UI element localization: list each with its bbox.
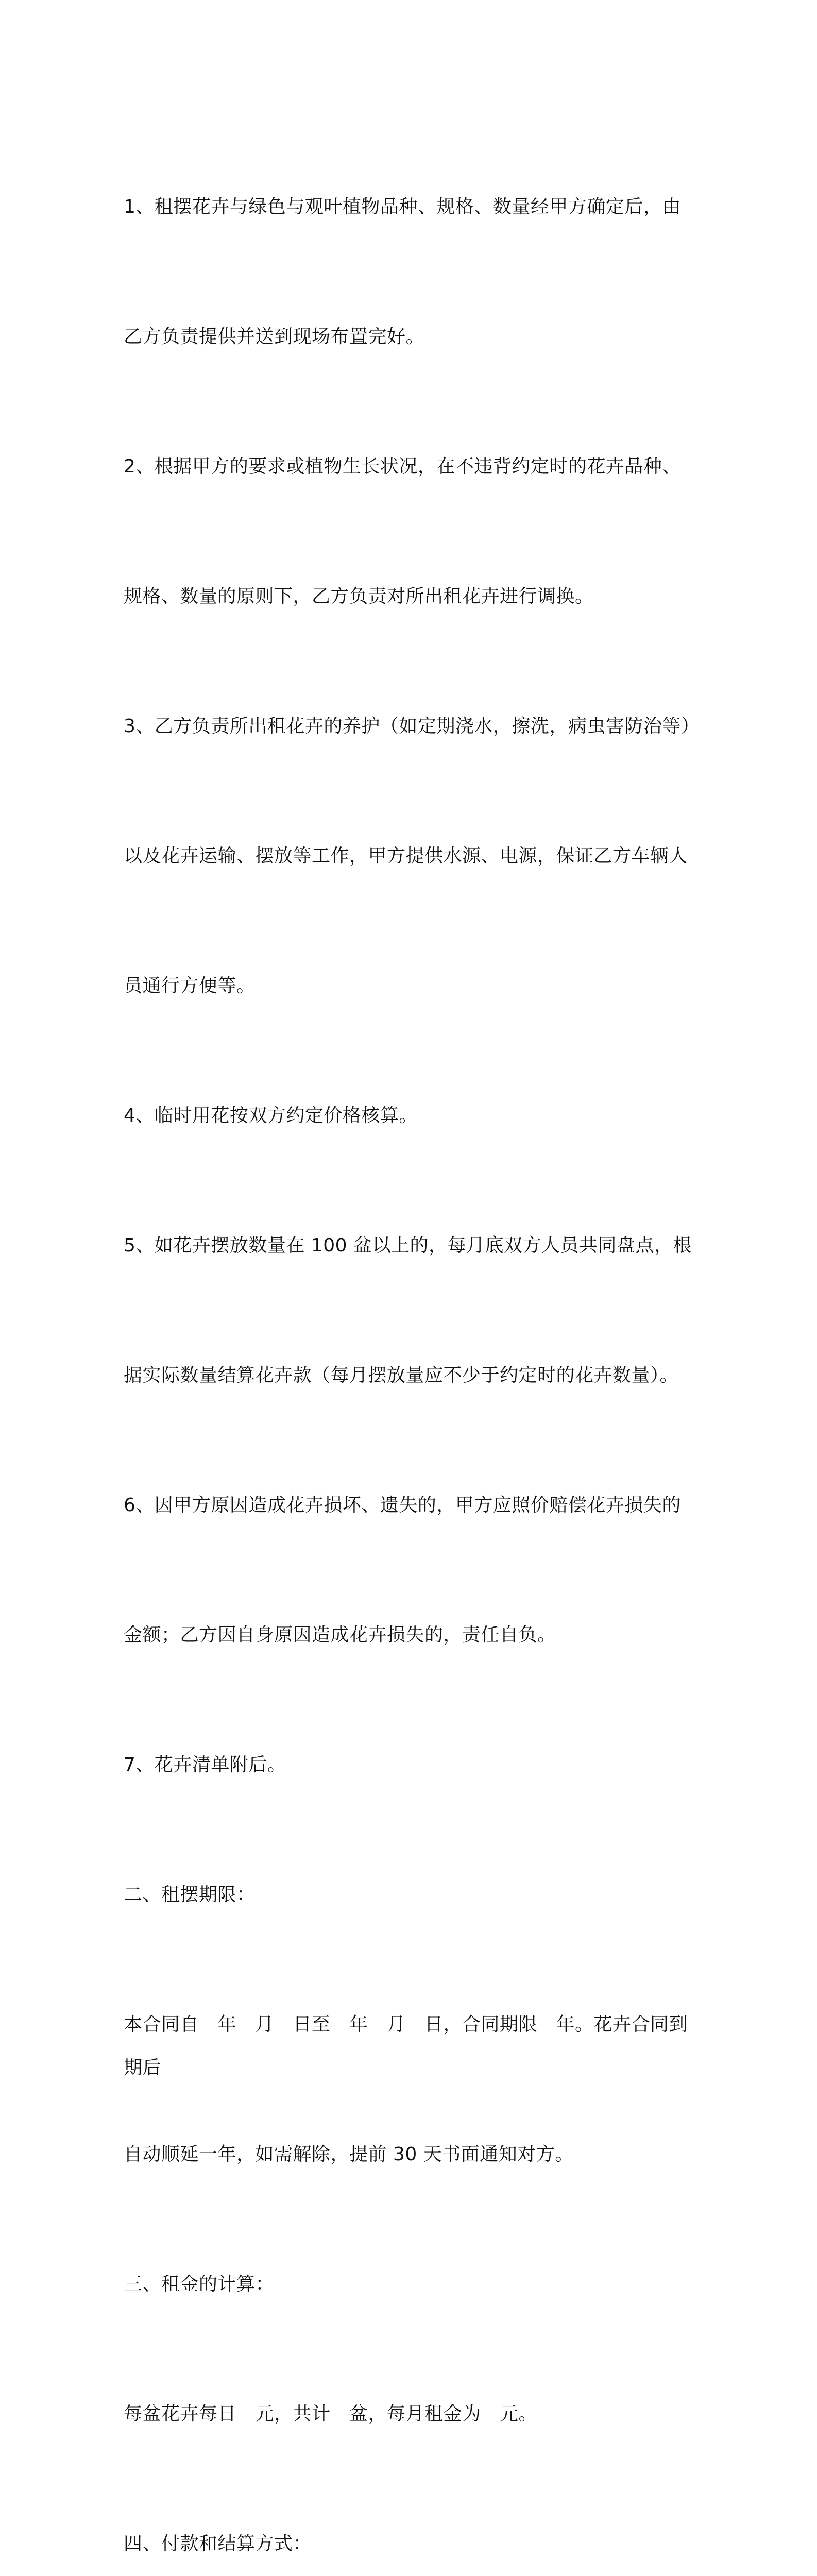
section-heading: 四、付款和结算方式： xyxy=(124,2533,312,2554)
text-line: 2、根据甲方的要求或植物生长状况，在不违背约定时的花卉品种、 xyxy=(124,456,681,477)
text-line: 1、租摆花卉与绿色与观叶植物品种、规格、数量经甲方确定后，由 xyxy=(124,196,681,217)
text-line: 4、临时用花按双方约定价格核算。 xyxy=(124,1105,418,1126)
text-line: 员通行方便等。 xyxy=(124,975,256,996)
text-line: 据实际数量结算花卉款（每月摆放量应不少于约定时的花卉数量）。 xyxy=(124,1365,679,1386)
text-line: 6、因甲方原因造成花卉损坏、遗失的，甲方应照价赔偿花卉损失的 xyxy=(124,1495,681,1516)
text-line: 以及花卉运输、摆放等工作，甲方提供水源、电源，保证乙方车辆人 xyxy=(124,845,688,867)
text-line: 乙方负责提供并送到现场布置完好。 xyxy=(124,326,425,347)
text-line: 自动顺延一年，如需解除，提前 30 天书面通知对方。 xyxy=(124,2144,574,2165)
text-line: 本合同自 年 月 日至 年 月 日，合同期限 年。花卉合同到期后 xyxy=(124,2014,688,2078)
text-line: 每盆花卉每日 元，共计 盆，每月租金为 元。 xyxy=(124,2403,538,2425)
text-line: 规格、数量的原则下，乙方负责对所出租花卉进行调换。 xyxy=(124,586,594,607)
section-heading: 二、租摆期限： xyxy=(124,1884,256,1905)
contract-body xyxy=(124,99,701,2576)
text-line: 5、如花卉摆放数量在 100 盆以上的，每月底双方人员共同盘点，根 xyxy=(124,1235,692,1256)
text-line: 7、花卉清单附后。 xyxy=(124,1754,286,1775)
text-line: 3、乙方负责所出租花卉的养护（如定期浇水，擦洗，病虫害防治等） xyxy=(124,716,700,737)
text-line: 金额；乙方因自身原因造成花卉损失的，责任自负。 xyxy=(124,1624,556,1646)
section-heading: 三、租金的计算： xyxy=(124,2274,275,2295)
clause-text xyxy=(124,99,701,2576)
